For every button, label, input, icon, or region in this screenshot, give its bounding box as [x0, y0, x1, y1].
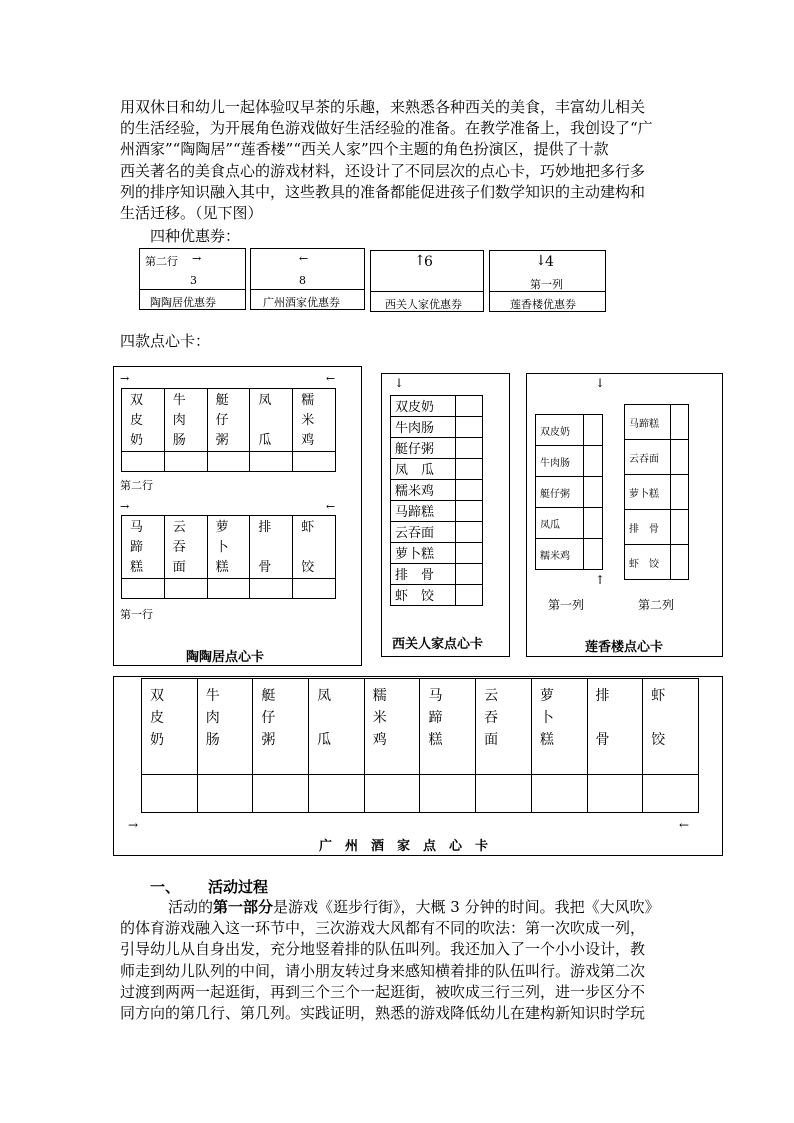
coupon-row-label: 第二行 — [145, 255, 178, 268]
dish-cell: 云吞面 — [391, 522, 456, 543]
blank-cell[interactable] — [364, 775, 420, 813]
dish-cell: 艇仔粥 — [391, 438, 456, 459]
blank-cell[interactable] — [584, 477, 603, 508]
guangzhou-card-title: 广 州 酒 家 点 心 卡 — [319, 839, 489, 854]
right-arrow-icon: → — [192, 252, 202, 265]
xiguan-card-title: 西关人家点心卡 — [392, 637, 484, 652]
coupon-name: 西关人家优惠券 — [385, 298, 462, 311]
body-line: 的体育游戏融入这一环节中，三次游戏大风都有不同的吹法：第一次吹成一列， — [120, 919, 646, 938]
right-arrow-icon: → — [120, 500, 130, 513]
blank-cell[interactable] — [293, 579, 336, 599]
dish-cell: 牛 肉 肠 — [197, 679, 253, 775]
blank-cell[interactable] — [584, 539, 603, 570]
row1-label: 第一行 — [120, 608, 153, 621]
coupon-name: 莲香楼优惠券 — [510, 298, 576, 311]
dish-cell: 云吞面 — [625, 440, 671, 475]
dish-cell: 萝卜糕 — [625, 475, 671, 510]
dish-cell: 双皮奶 — [391, 396, 456, 417]
blank-cell[interactable] — [309, 775, 365, 813]
blank-cell[interactable] — [207, 579, 250, 599]
coupon-number: 8 — [299, 274, 306, 287]
blank-cell[interactable] — [671, 545, 689, 580]
dish-cell: 虾 饺 — [643, 679, 699, 775]
coupon-name: 陶陶居优惠券 — [150, 296, 216, 309]
dish-cell: 马 蹄 糕 — [420, 679, 476, 775]
left-arrow-icon: ← — [326, 500, 336, 513]
blank-cell[interactable] — [476, 775, 532, 813]
guangzhou-card — [113, 676, 723, 856]
lianxiang-col1-table — [535, 414, 603, 570]
taotao-row2-table — [121, 388, 336, 472]
dish-cell: 艇仔粥 — [536, 477, 584, 508]
dish-cell: 凤 瓜 — [250, 389, 293, 452]
dish-cell: 糯 米 鸡 — [364, 679, 420, 775]
blank-cell[interactable] — [456, 459, 483, 480]
taotao-card — [113, 366, 362, 666]
dish-cell: 双 皮 奶 — [142, 679, 198, 775]
blank-cell[interactable] — [671, 475, 689, 510]
dish-cell: 虾 饺 — [293, 516, 336, 579]
coupon-name: 广州酒家优惠券 — [263, 296, 340, 309]
blank-cell[interactable] — [122, 452, 165, 472]
blank-cell[interactable] — [142, 775, 198, 813]
dish-cell: 排 骨 — [587, 679, 643, 775]
blank-cell[interactable] — [164, 579, 207, 599]
intro-line: 的生活经验，为开展角色游戏做好生活经验的准备。在教学准备上，我创设了“广 — [120, 119, 653, 138]
blank-cell[interactable] — [584, 415, 603, 446]
down-arrow-icon: ↓ — [394, 376, 405, 390]
guangzhou-table — [141, 678, 699, 813]
intro-line: 西关著名的美食点心的游戏材料，还设计了不同层次的点心卡，巧妙地把多行多 — [120, 161, 646, 180]
blank-cell[interactable] — [250, 452, 293, 472]
blank-cell[interactable] — [420, 775, 476, 813]
blank-cell[interactable] — [456, 480, 483, 501]
dish-cell: 双 皮 奶 — [122, 389, 165, 452]
dish-cell: 云 吞 面 — [476, 679, 532, 775]
dish-cell: 马蹄糕 — [391, 501, 456, 522]
column1-label: 第一列 — [548, 598, 585, 612]
coupon-xiguan — [370, 250, 484, 312]
intro-line: 列的排序知识融入其中，这些教具的准备都能促进孩子们数学知识的主动建构和 — [120, 182, 646, 201]
blank-cell[interactable] — [456, 438, 483, 459]
dish-cell: 糯 米 鸡 — [293, 389, 336, 452]
cards-heading: 四款点心卡： — [120, 332, 211, 350]
intro-line: 生活迁移。（见下图） — [120, 204, 263, 223]
blank-cell[interactable] — [643, 775, 699, 813]
intro-paragraph — [120, 97, 685, 224]
dish-cell: 牛 肉 肠 — [164, 389, 207, 452]
left-arrow-icon: ← — [299, 252, 309, 265]
blank-cell[interactable] — [250, 579, 293, 599]
body-line: 师走到幼儿队列的中间，请小朋友转过身来感知横着排的队伍叫行。游戏第二次 — [120, 961, 646, 980]
dish-cell: 萝卜糕 — [391, 543, 456, 564]
taotao-card-title: 陶陶居点心卡 — [186, 650, 265, 665]
blank-cell[interactable] — [584, 446, 603, 477]
taotao-row1-table — [121, 515, 336, 599]
dish-cell: 艇 仔 粥 — [253, 679, 309, 775]
dish-cell: 凤瓜 — [536, 508, 584, 539]
lianxiang-card-title: 莲香楼点心卡 — [585, 640, 664, 655]
column2-label: 第二列 — [638, 598, 675, 612]
body-line: 过渡到两两一起逛街，再到三个三个一起逛街，被吹成三行三列，进一步区分不 — [120, 982, 646, 1001]
left-arrow-icon: ← — [679, 818, 690, 832]
intro-line: 用双休日和幼儿一起体验叹早茶的乐趣，来熟悉各种西关的美食，丰富幼儿相关 — [120, 98, 646, 116]
up-arrow-icon: ↑ — [595, 573, 606, 587]
blank-cell[interactable] — [164, 452, 207, 472]
dish-cell: 萝 卜 糕 — [207, 516, 250, 579]
down-arrow-icon: ↓ — [535, 253, 547, 269]
dish-cell: 虾 饺 — [625, 545, 671, 580]
blank-cell[interactable] — [456, 417, 483, 438]
dish-cell: 排 骨 — [625, 510, 671, 545]
coupon-taotao — [139, 248, 246, 310]
blank-cell[interactable] — [456, 585, 483, 606]
blank-cell[interactable] — [456, 522, 483, 543]
up-arrow-icon: ↑ — [414, 253, 426, 269]
dish-cell: 凤 瓜 — [391, 459, 456, 480]
blank-cell[interactable] — [456, 543, 483, 564]
right-arrow-icon: → — [128, 818, 139, 832]
blank-cell[interactable] — [584, 508, 603, 539]
down-arrow-icon: ↓ — [595, 376, 606, 390]
coupon-number: 6 — [424, 254, 433, 270]
coupon-column-label: 第一列 — [530, 278, 563, 291]
blank-cell[interactable] — [253, 775, 309, 813]
blank-cell[interactable] — [197, 775, 253, 813]
blank-cell[interactable] — [293, 452, 336, 472]
blank-cell[interactable] — [531, 775, 587, 813]
dish-cell: 马蹄糕 — [625, 405, 671, 440]
coupon-number: 4 — [545, 254, 554, 270]
dish-cell: 马 蹄 糕 — [122, 516, 165, 579]
blank-cell[interactable] — [456, 396, 483, 417]
dish-cell: 糯米鸡 — [391, 480, 456, 501]
section-number: 一、 — [150, 878, 181, 896]
right-arrow-icon: → — [120, 372, 130, 385]
row2-label: 第二行 — [120, 479, 153, 492]
xiguan-card — [381, 373, 510, 657]
dish-cell: 牛肉肠 — [391, 417, 456, 438]
body-paragraph — [120, 897, 685, 1024]
lianxiang-col2-table — [624, 404, 689, 580]
blank-cell[interactable] — [671, 405, 689, 440]
dish-cell: 双皮奶 — [536, 415, 584, 446]
dish-cell: 虾 饺 — [391, 585, 456, 606]
blank-cell[interactable] — [456, 501, 483, 522]
coupon-guangzhou — [250, 248, 365, 310]
intro-line: 州酒家”“陶陶居”“莲香楼”“西关人家”四个主题的角色扮演区，提供了十款 — [120, 140, 609, 159]
dish-cell: 排 骨 — [391, 564, 456, 585]
blank-cell[interactable] — [122, 579, 165, 599]
dish-cell: 排 骨 — [250, 516, 293, 579]
body-line: 同方向的第几行、第几列。实践证明，熟悉的游戏降低幼儿在建构新知识时学玩 — [120, 1004, 646, 1023]
body-line: 引导幼儿从自身出发，充分地竖着排的队伍叫列。我还加入了一个小小设计，教 — [120, 940, 646, 959]
coupon-lianxiang — [489, 250, 606, 312]
dish-cell: 凤 瓜 — [309, 679, 365, 775]
left-arrow-icon: ← — [326, 372, 336, 385]
dish-cell: 云 吞 面 — [164, 516, 207, 579]
coupon-number: 3 — [190, 274, 197, 287]
blank-cell[interactable] — [587, 775, 643, 813]
blank-cell[interactable] — [671, 510, 689, 545]
lianxiang-card — [526, 373, 723, 657]
dish-cell: 艇 仔 粥 — [207, 389, 250, 452]
blank-cell[interactable] — [207, 452, 250, 472]
body-line: 活动的第一部分是游戏《逛步行街》，大概 3 分钟的时间。我把《大风吹》 — [168, 898, 660, 916]
xiguan-table — [390, 395, 483, 606]
dish-cell: 糯米鸡 — [536, 539, 584, 570]
coupons-heading: 四种优惠券： — [150, 227, 241, 245]
blank-cell[interactable] — [671, 440, 689, 475]
section-heading — [150, 876, 268, 897]
dish-cell: 萝 卜 糕 — [531, 679, 587, 775]
blank-cell[interactable] — [456, 564, 483, 585]
section-title: 活动过程 — [208, 878, 269, 896]
dish-cell: 牛肉肠 — [536, 446, 584, 477]
